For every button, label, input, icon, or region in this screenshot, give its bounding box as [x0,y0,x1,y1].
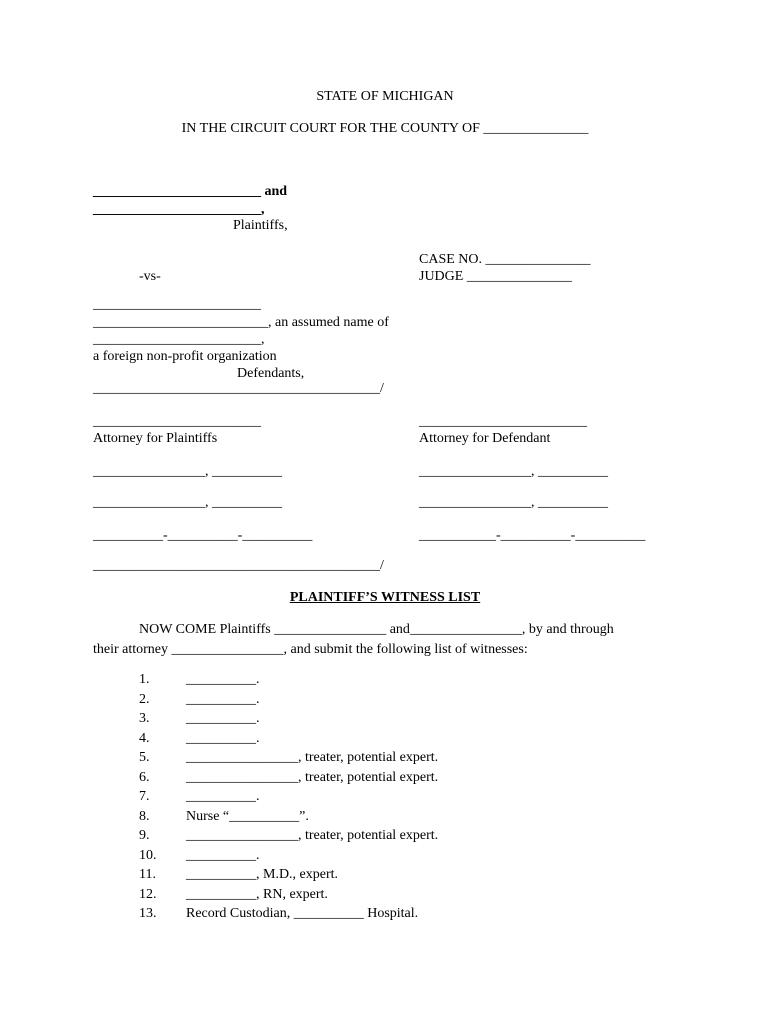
defendant-attorney-address-2: ________________, __________ [419,495,608,510]
witness-number: 6. [139,770,150,785]
witness-entry: Record Custodian, __________ Hospital. [186,906,419,921]
plaintiff-name-line-1: ________________________ and [93,184,288,199]
plaintiff-name-line-2: ________________________, [93,202,265,217]
defendant-attorney-label: Attorney for Defendant [419,431,551,446]
witness-number: 5. [139,750,150,765]
witness-number: 11. [139,867,156,882]
plaintiffs-label: Plaintiffs, [233,218,288,233]
witness-entry: __________. [186,731,260,746]
defendant-attorney-address-1: ________________, __________ [419,464,608,479]
defendant-attorney-signature-line: ________________________ [419,414,587,429]
witness-entry: Nurse “__________”. [186,809,309,824]
intro-line-2: their attorney ________________, and submit the following list of witnesses: [93,642,528,657]
caption-closing-line: _________________________________________/ [93,381,384,396]
witness-number: 8. [139,809,150,824]
witness-entry: __________. [186,672,260,687]
intro-line-1: NOW COME Plaintiffs ________________ and________________, by and through [139,622,614,637]
plaintiff-attorney-label: Attorney for Plaintiffs [93,431,218,446]
case-number-line: CASE NO. _______________ [419,252,591,267]
versus-label: -vs- [139,269,161,284]
plaintiff-attorney-address-2: ________________, __________ [93,495,282,510]
defendant-description: a foreign non-profit organization [93,349,277,364]
witness-number: 10. [139,848,157,863]
plaintiff-attorney-signature-line: ________________________ [93,414,261,429]
witness-entry: ________________, treater, potential expert. [186,828,439,843]
defendants-label: Defendants, [237,366,305,381]
witness-entry: ________________, treater, potential expert. [186,770,439,785]
attorney-closing-line: _________________________________________/ [93,558,384,573]
witness-entry: __________. [186,789,260,804]
witness-number: 4. [139,731,150,746]
defendant-name-line-3: ________________________, [93,332,265,347]
witness-number: 3. [139,711,150,726]
witness-number: 13. [139,906,157,921]
document-title: PLAINTIFF’S WITNESS LIST [289,590,481,605]
witness-entry: __________. [186,848,260,863]
judge-line: JUDGE _______________ [419,269,572,284]
defendant-attorney-phone: ___________-__________-__________ [419,528,646,543]
witness-entry: __________. [186,711,260,726]
witness-entry: __________. [186,692,260,707]
state-heading: STATE OF MICHIGAN [316,89,454,104]
witness-number: 2. [139,692,150,707]
witness-entry: __________, RN, expert. [186,887,328,902]
defendant-name-line-2: _________________________, an assumed name of [93,315,389,330]
court-heading: IN THE CIRCUIT COURT FOR THE COUNTY OF _______________ [181,121,589,136]
plaintiff-attorney-address-1: ________________, __________ [93,464,282,479]
defendant-name-line-1: ________________________ [93,297,261,312]
witness-number: 1. [139,672,150,687]
plaintiff-attorney-phone: __________-__________-__________ [93,528,313,543]
witness-number: 9. [139,828,150,843]
witness-entry: __________, M.D., expert. [186,867,339,882]
witness-number: 12. [139,887,157,902]
witness-entry: ________________, treater, potential expert. [186,750,439,765]
witness-number: 7. [139,789,150,804]
